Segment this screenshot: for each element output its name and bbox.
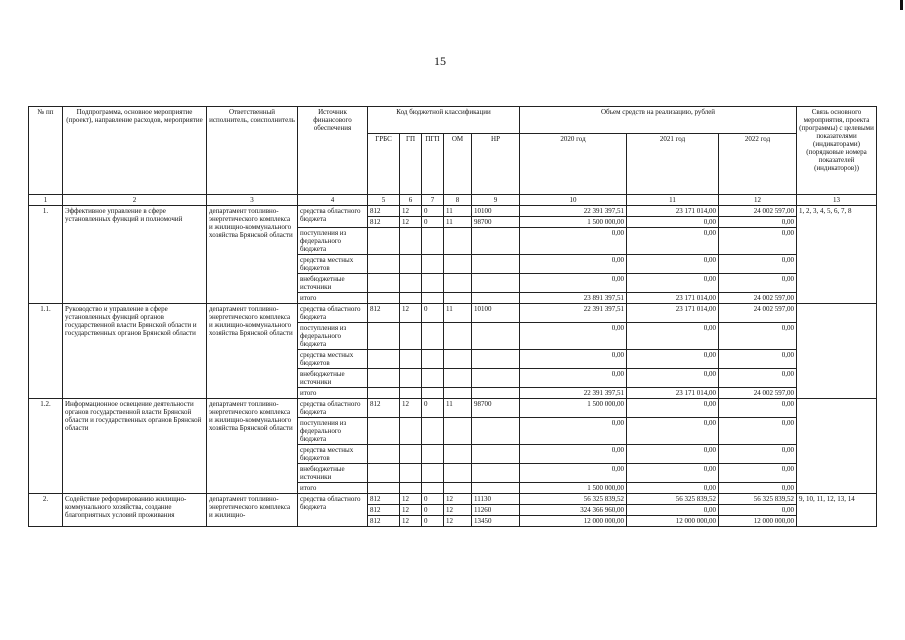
amount-2021: 0,00 (627, 255, 719, 274)
source-local: средства местных бюджетов (298, 350, 368, 369)
code-cell-empty (472, 228, 520, 255)
code-gp: 12 (400, 399, 422, 418)
amount-2021: 23 171 014,00 (627, 206, 719, 217)
source-extra: внебюджетные источники (298, 274, 368, 293)
code-om: 11 (444, 206, 472, 217)
column-number: 4 (298, 195, 368, 206)
code-cell-empty (472, 418, 520, 445)
amount-2022: 0,00 (719, 418, 797, 445)
code-cell-empty (444, 274, 472, 293)
code-grbs: 812 (368, 304, 400, 323)
amount-2020: 0,00 (520, 255, 627, 274)
amount-2020: 1 500 000,00 (520, 483, 627, 494)
amount-2022: 0,00 (719, 464, 797, 483)
code-cell-empty (368, 350, 400, 369)
row-link: 1, 2, 3, 4, 5, 6, 7, 8 (797, 206, 877, 304)
code-cell-empty (444, 228, 472, 255)
amount-2021: 56 325 839,52 (627, 494, 719, 505)
code-grbs: 812 (368, 505, 400, 516)
amount-2022: 24 002 597,00 (719, 304, 797, 323)
amount-2021: 0,00 (627, 505, 719, 516)
code-cell-empty (422, 323, 444, 350)
code-cell-empty (472, 274, 520, 293)
amount-2022: 0,00 (719, 217, 797, 228)
code-cell-empty (368, 255, 400, 274)
code-cell-empty (368, 483, 400, 494)
amount-2020: 1 500 000,00 (520, 399, 627, 418)
header-pgp: ПГП (422, 134, 444, 195)
amount-2022: 0,00 (719, 369, 797, 388)
row-subprogram: Эффективное управление в сфере установленных функций и полномочий (63, 206, 207, 304)
source-local: средства местных бюджетов (298, 255, 368, 274)
amount-2022: 0,00 (719, 228, 797, 255)
table-row (29, 304, 877, 323)
amount-2021: 12 000 000,00 (627, 516, 719, 527)
column-number: 1 (29, 195, 63, 206)
code-cell-empty (400, 483, 422, 494)
amount-2022: 0,00 (719, 399, 797, 418)
row-link (797, 304, 877, 399)
amount-2020: 1 500 000,00 (520, 217, 627, 228)
code-gp: 12 (400, 494, 422, 505)
header-om: ОМ (444, 134, 472, 195)
code-cell-empty (444, 323, 472, 350)
code-grbs: 812 (368, 516, 400, 527)
code-grbs: 812 (368, 399, 400, 418)
code-nr: 98700 (472, 399, 520, 418)
row-executor: департамент топливно-энергетического комплекса и жилищно-коммунального хозяйства Брянской области (207, 304, 298, 399)
code-om: 12 (444, 505, 472, 516)
column-number: 9 (472, 195, 520, 206)
source-extra: внебюджетные источники (298, 369, 368, 388)
source-total: итого (298, 388, 368, 399)
code-gp: 12 (400, 304, 422, 323)
header-subprogram: Подпрограмма, основное мероприятие (проект), направление расходов, мероприятие (63, 107, 207, 195)
amount-2020: 0,00 (520, 369, 627, 388)
row-number: 1.2. (29, 399, 63, 494)
code-cell-empty (368, 274, 400, 293)
code-cell-empty (422, 369, 444, 388)
amount-2021: 0,00 (627, 323, 719, 350)
amount-2021: 0,00 (627, 350, 719, 369)
code-om: 12 (444, 494, 472, 505)
source-oblast: средства областного бюджета (298, 304, 368, 323)
code-nr: 10100 (472, 206, 520, 217)
amount-2021: 0,00 (627, 399, 719, 418)
scan-edge-mark (900, 0, 903, 10)
row-link (797, 399, 877, 494)
amount-2022: 0,00 (719, 274, 797, 293)
header-2022: 2022 год (719, 134, 797, 195)
code-cell-empty (368, 445, 400, 464)
amount-2020: 22 391 397,51 (520, 388, 627, 399)
code-nr: 11130 (472, 494, 520, 505)
amount-2021: 0,00 (627, 217, 719, 228)
table-row (29, 206, 877, 217)
amount-2021: 0,00 (627, 274, 719, 293)
code-cell-empty (422, 274, 444, 293)
amount-2020: 324 366 960,00 (520, 505, 627, 516)
amount-2022: 12 000 000,00 (719, 516, 797, 527)
header-nr: НР (472, 134, 520, 195)
budget-table-container (28, 106, 874, 527)
column-number: 13 (797, 195, 877, 206)
code-cell-empty (422, 483, 444, 494)
source-extra: внебюджетные источники (298, 464, 368, 483)
column-number: 8 (444, 195, 472, 206)
source-oblast: средства областного бюджета (298, 206, 368, 228)
amount-2021: 0,00 (627, 228, 719, 255)
code-cell-empty (444, 369, 472, 388)
code-cell-empty (400, 255, 422, 274)
code-cell-empty (472, 255, 520, 274)
code-nr: 13450 (472, 516, 520, 527)
code-cell-empty (444, 418, 472, 445)
row-executor: департамент топливно-энергетического комплекса и жилищно-коммунального хозяйства Брянской области (207, 206, 298, 304)
header-2021: 2021 год (627, 134, 719, 195)
code-cell-empty (472, 445, 520, 464)
row-number: 2. (29, 494, 63, 527)
column-number: 10 (520, 195, 627, 206)
code-gp: 12 (400, 217, 422, 228)
amount-2021: 23 171 014,00 (627, 293, 719, 304)
code-pgp: 0 (422, 304, 444, 323)
amount-2022: 0,00 (719, 483, 797, 494)
code-gp: 12 (400, 505, 422, 516)
source-oblast: средства областного бюджета (298, 494, 368, 527)
code-cell-empty (368, 228, 400, 255)
row-subprogram: Содействие реформированию жилищно-коммунального хозяйства, создание благоприятных условий проживания (63, 494, 207, 527)
amount-2020: 0,00 (520, 464, 627, 483)
code-cell-empty (444, 388, 472, 399)
header-row-1 (29, 107, 877, 134)
header-2020: 2020 год (520, 134, 627, 195)
column-number: 5 (368, 195, 400, 206)
code-nr: 10100 (472, 304, 520, 323)
code-cell-empty (422, 228, 444, 255)
header-executor: Ответственный исполнитель, соисполнитель (207, 107, 298, 195)
code-cell-empty (422, 255, 444, 274)
page-number: 15 (434, 54, 446, 68)
code-grbs: 812 (368, 206, 400, 217)
code-cell-empty (368, 418, 400, 445)
code-pgp: 0 (422, 206, 444, 217)
code-cell-empty (472, 350, 520, 369)
header-gp: ГП (400, 134, 422, 195)
amount-2021: 0,00 (627, 369, 719, 388)
row-executor: департамент топливно-энергетического комплекса и жилищно- (207, 494, 298, 527)
column-number: 7 (422, 195, 444, 206)
code-om: 11 (444, 304, 472, 323)
column-number: 11 (627, 195, 719, 206)
code-cell-empty (422, 464, 444, 483)
amount-2021: 0,00 (627, 464, 719, 483)
code-cell-empty (422, 388, 444, 399)
amount-2022: 0,00 (719, 445, 797, 464)
header-source: Источник финансового обеспечения (298, 107, 368, 195)
code-cell-empty (400, 388, 422, 399)
amount-2022: 0,00 (719, 350, 797, 369)
code-cell-empty (444, 350, 472, 369)
code-cell-empty (422, 293, 444, 304)
code-cell-empty (472, 369, 520, 388)
code-om: 11 (444, 399, 472, 418)
row-executor: департамент топливно-энергетического комплекса и жилищно-коммунального хозяйства Брянской области (207, 399, 298, 494)
code-cell-empty (368, 293, 400, 304)
code-cell-empty (400, 323, 422, 350)
header-budget-code: Код бюджетной классификации (368, 107, 520, 134)
code-cell-empty (472, 323, 520, 350)
amount-2020: 0,00 (520, 418, 627, 445)
header-no: № пп (29, 107, 63, 195)
amount-2020: 0,00 (520, 323, 627, 350)
amount-2020: 22 391 397,51 (520, 206, 627, 217)
row-link: 9, 10, 11, 12, 13, 14 (797, 494, 877, 527)
amount-2020: 0,00 (520, 274, 627, 293)
code-cell-empty (444, 255, 472, 274)
source-local: средства местных бюджетов (298, 445, 368, 464)
amount-2020: 22 391 397,51 (520, 304, 627, 323)
header-volume: Объем средств на реализацию, рублей (520, 107, 797, 134)
amount-2022: 56 325 839,52 (719, 494, 797, 505)
amount-2020: 0,00 (520, 228, 627, 255)
amount-2021: 0,00 (627, 418, 719, 445)
source-federal: поступления из федерального бюджета (298, 418, 368, 445)
column-number: 6 (400, 195, 422, 206)
source-oblast: средства областного бюджета (298, 399, 368, 418)
amount-2020: 0,00 (520, 350, 627, 369)
code-cell-empty (400, 274, 422, 293)
code-gp: 12 (400, 206, 422, 217)
code-nr: 98700 (472, 217, 520, 228)
amount-2021: 0,00 (627, 445, 719, 464)
code-pgp: 0 (422, 399, 444, 418)
code-cell-empty (368, 369, 400, 388)
code-cell-empty (400, 293, 422, 304)
code-cell-empty (444, 483, 472, 494)
amount-2022: 0,00 (719, 255, 797, 274)
amount-2022: 24 002 597,00 (719, 293, 797, 304)
amount-2020: 23 891 397,51 (520, 293, 627, 304)
source-total: итого (298, 483, 368, 494)
code-cell-empty (400, 350, 422, 369)
code-nr: 11260 (472, 505, 520, 516)
code-cell-empty (400, 228, 422, 255)
code-cell-empty (444, 293, 472, 304)
column-number: 3 (207, 195, 298, 206)
amount-2022: 0,00 (719, 323, 797, 350)
amount-2020: 12 000 000,00 (520, 516, 627, 527)
code-cell-empty (472, 388, 520, 399)
code-cell-empty (368, 323, 400, 350)
header-link: Связь основного мероприятия, проекта (программы) с целевыми показателями (индикаторами) (порядковые номера показателей (индикаторов)) (797, 107, 877, 195)
header-grbs: ГРБС (368, 134, 400, 195)
row-subprogram: Руководство и управление в сфере установленных функций органов государственной власти Брянской области и государственных органов Брянской области (63, 304, 207, 399)
code-cell-empty (368, 464, 400, 483)
column-number: 12 (719, 195, 797, 206)
code-pgp: 0 (422, 505, 444, 516)
code-pgp: 0 (422, 217, 444, 228)
code-cell-empty (472, 293, 520, 304)
code-cell-empty (472, 483, 520, 494)
column-number: 2 (63, 195, 207, 206)
amount-2021: 23 171 014,00 (627, 304, 719, 323)
row-subprogram: Информационное освещение деятельности органов государственной власти Брянской области и государственных органов Брянской области (63, 399, 207, 494)
code-pgp: 0 (422, 516, 444, 527)
row-number: 1.1. (29, 304, 63, 399)
source-total: итого (298, 293, 368, 304)
code-cell-empty (472, 464, 520, 483)
code-cell-empty (422, 350, 444, 369)
source-federal: поступления из федерального бюджета (298, 228, 368, 255)
row-number: 1. (29, 206, 63, 304)
budget-table (28, 106, 877, 527)
code-cell-empty (400, 418, 422, 445)
amount-2021: 0,00 (627, 483, 719, 494)
code-grbs: 812 (368, 494, 400, 505)
code-cell-empty (422, 445, 444, 464)
amount-2022: 0,00 (719, 505, 797, 516)
amount-2021: 23 171 014,00 (627, 388, 719, 399)
code-cell-empty (400, 445, 422, 464)
table-row (29, 399, 877, 418)
code-cell-empty (444, 445, 472, 464)
table-row (29, 494, 877, 505)
code-cell-empty (422, 418, 444, 445)
code-gp: 12 (400, 516, 422, 527)
code-pgp: 0 (422, 494, 444, 505)
code-cell-empty (444, 464, 472, 483)
table-body (29, 206, 877, 527)
code-cell-empty (368, 388, 400, 399)
amount-2020: 56 325 839,52 (520, 494, 627, 505)
amount-2022: 24 002 597,00 (719, 388, 797, 399)
code-cell-empty (400, 369, 422, 388)
column-numbers-row (29, 195, 877, 206)
amount-2020: 0,00 (520, 445, 627, 464)
code-om: 12 (444, 516, 472, 527)
code-om: 11 (444, 217, 472, 228)
code-grbs: 812 (368, 217, 400, 228)
source-federal: поступления из федерального бюджета (298, 323, 368, 350)
code-cell-empty (400, 464, 422, 483)
amount-2022: 24 002 597,00 (719, 206, 797, 217)
